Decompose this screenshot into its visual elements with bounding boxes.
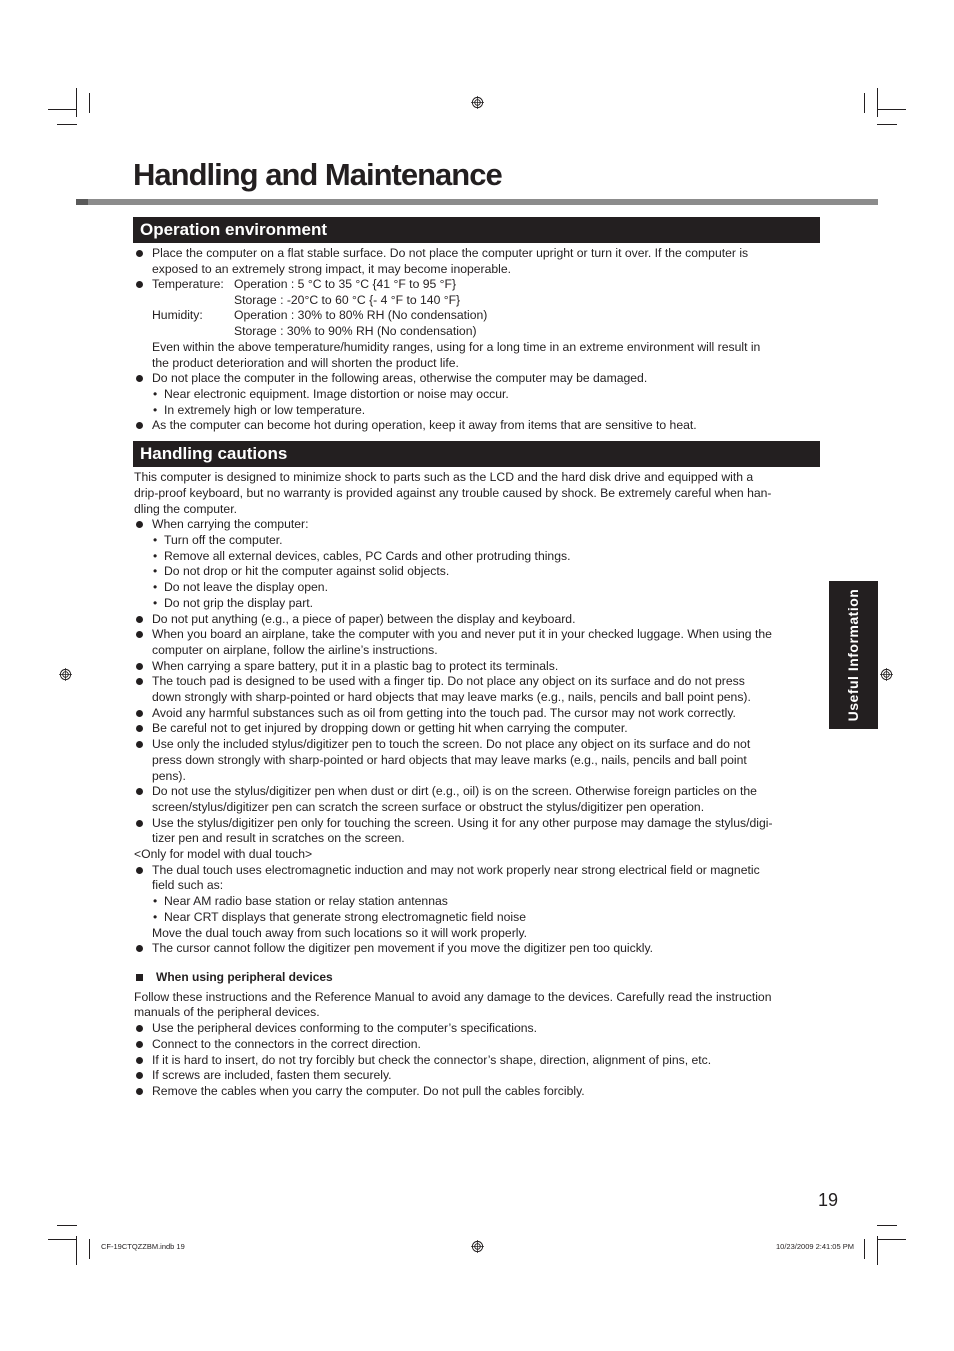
list-item: When you board an airplane, take the computer with you and never put it in your checked luggage. When using the <box>152 627 772 641</box>
registration-mark-icon <box>59 668 72 681</box>
sub-bullet-icon: • <box>153 894 158 908</box>
sub-bullet-icon: • <box>153 910 158 924</box>
list-item: press down strongly with sharp-pointed or hard objects that may leave marks (e.g., nails, pencils and ball point <box>152 753 747 767</box>
list-item: When carrying the computer: <box>152 517 309 531</box>
intro-text: Follow these instructions and the Reference Manual to avoid any damage to the devices. Carefully read the instruction <box>134 990 772 1004</box>
list-item: Do not use the stylus/digitizer pen when dust or dirt (e.g., oil) is on the screen. Otherwise foreign particles on the <box>152 784 757 798</box>
list-item: Move the dual touch away from such locations so it will work properly. <box>152 926 528 940</box>
intro-text: drip-proof keyboard, but no warranty is provided against any trouble caused by shock. Be extremely careful when han- <box>134 486 772 500</box>
sub-list-item: Near CRT displays that generate strong electromagnetic field noise <box>164 910 526 924</box>
list-item: Be careful not to get injured by dropping down or getting hit when carrying the computer. <box>152 721 628 735</box>
bullet-icon <box>136 663 143 670</box>
list-item: The dual touch uses electromagnetic induction and may not work properly near strong electrical field or magnetic <box>152 863 760 877</box>
sub-list-item: Turn off the computer. <box>164 533 283 547</box>
bullet-icon <box>136 1072 143 1079</box>
bullet-icon <box>136 1088 143 1095</box>
registration-mark-icon <box>880 668 893 681</box>
subsection-heading-peripheral: When using peripheral devices <box>156 970 333 984</box>
list-item: Avoid any harmful substances such as oil from getting into the touch pad. The cursor may not work correctly. <box>152 706 736 720</box>
intro-text: dling the computer. <box>134 502 237 516</box>
section-heading-operation: Operation environment <box>133 217 820 243</box>
note-text: Even within the above temperature/humidity ranges, using for a long time in an extreme environment will result in <box>152 340 761 354</box>
list-item: down strongly with sharp-pointed or hard objects that may leave marks (e.g., nails, pencils and ball point pens). <box>152 690 751 704</box>
bullet-icon <box>136 631 143 638</box>
list-item: If it is hard to insert, do not try forcibly but check the connector’s shape, direction, alignment of pins, etc. <box>152 1053 712 1067</box>
list-item: Place the computer on a flat stable surface. Do not place the computer upright or turn it over. If the computer is <box>152 246 749 260</box>
list-item: Do not place the computer in the following areas, otherwise the computer may be damaged. <box>152 371 648 385</box>
bullet-icon <box>136 1057 143 1064</box>
list-item: Connect to the connectors in the correct direction. <box>152 1037 421 1051</box>
bullet-icon <box>136 521 143 528</box>
bullet-icon <box>136 820 143 827</box>
list-item: Remove the cables when you carry the computer. Do not pull the cables forcibly. <box>152 1084 585 1098</box>
bullet-icon <box>136 788 143 795</box>
registration-mark-icon <box>471 96 484 109</box>
bullet-icon <box>136 678 143 685</box>
note-text: the product deterioration and will shorten the product life. <box>152 356 459 370</box>
bullet-icon <box>136 867 143 874</box>
sub-list-item: In extremely high or low temperature. <box>164 403 366 417</box>
list-item: computer on airplane, follow the airline’s instructions. <box>152 643 438 657</box>
side-tab <box>829 581 878 729</box>
list-item: Use the stylus/digitizer pen only for touching the screen. Using it for any other purpose may damage the stylus/digi- <box>152 816 773 830</box>
sub-list-item: Remove all external devices, cables, PC Cards and other protruding things. <box>164 549 571 563</box>
sub-bullet-icon: • <box>153 564 158 578</box>
sub-bullet-icon: • <box>153 387 158 401</box>
list-item: The touch pad is designed to be used with a finger tip. Do not place any object on its surface and do not press <box>152 674 745 688</box>
intro-text: manuals of the peripheral devices. <box>134 1005 320 1019</box>
list-item: pens). <box>152 769 186 783</box>
humidity-operation: Operation : 30% to 80% RH (No condensation) <box>234 308 488 322</box>
bullet-icon <box>136 725 143 732</box>
page-title: Handling and Maintenance <box>133 157 502 192</box>
sub-bullet-icon: • <box>153 596 158 610</box>
list-item: When carrying a spare battery, put it in a plastic bag to protect its terminals. <box>152 659 559 673</box>
bullet-icon <box>136 710 143 717</box>
bullet-icon <box>136 1041 143 1048</box>
square-bullet-icon <box>136 974 143 981</box>
sub-list-item: Do not leave the display open. <box>164 580 328 594</box>
bullet-icon <box>136 250 143 257</box>
sub-list-item: Do not grip the display part. <box>164 596 314 610</box>
list-item: Use the peripheral devices conforming to the computer’s specifications. <box>152 1021 538 1035</box>
title-rule-accent <box>76 199 88 205</box>
sub-bullet-icon: • <box>153 549 158 563</box>
list-item: exposed to an extremely strong impact, it may become inoperable. <box>152 262 512 276</box>
list-item: Do not put anything (e.g., a piece of paper) between the display and keyboard. <box>152 612 576 626</box>
sub-list-item: Near AM radio base station or relay station antennas <box>164 894 448 908</box>
registration-mark-icon <box>471 1240 484 1253</box>
dual-touch-note: <Only for model with dual touch> <box>134 847 313 861</box>
temperature-label: Temperature: <box>152 277 224 291</box>
bullet-icon <box>136 616 143 623</box>
list-item: tizer pen and result in scratches on the screen. <box>152 831 405 845</box>
temperature-storage: Storage : -20°C to 60 °C {- 4 °F to 140 °F} <box>234 293 461 307</box>
sub-bullet-icon: • <box>153 403 158 417</box>
bullet-icon <box>136 281 143 288</box>
title-rule <box>76 199 878 205</box>
list-item: field such as: <box>152 878 224 892</box>
humidity-storage: Storage : 30% to 90% RH (No condensation) <box>234 324 477 338</box>
humidity-label: Humidity: <box>152 308 203 322</box>
list-item: If screws are included, fasten them securely. <box>152 1068 392 1082</box>
section-heading-handling: Handling cautions <box>133 441 820 467</box>
bullet-icon <box>136 422 143 429</box>
bullet-icon <box>136 741 143 748</box>
bullet-icon <box>136 1025 143 1032</box>
footer-file-info: CF-19CTQZZBM.indb 19 <box>101 1242 185 1251</box>
page-number: 19 <box>818 1190 839 1210</box>
list-item: Use only the included stylus/digitizer pen to touch the screen. Do not place any object on its surface and do not <box>152 737 751 751</box>
list-item: As the computer can become hot during operation, keep it away from items that are sensitive to heat. <box>152 418 697 432</box>
sub-bullet-icon: • <box>153 580 158 594</box>
side-tab-label: Useful Information <box>845 588 861 722</box>
footer-timestamp: 10/23/2009 2:41:05 PM <box>776 1242 854 1251</box>
sub-list-item: Do not drop or hit the computer against solid objects. <box>164 564 450 578</box>
bullet-icon <box>136 945 143 952</box>
sub-list-item: Near electronic equipment. Image distortion or noise may occur. <box>164 387 509 401</box>
bullet-icon <box>136 375 143 382</box>
list-item: The cursor cannot follow the digitizer pen movement if you move the digitizer pen too quickly. <box>152 941 654 955</box>
temperature-operation: Operation : 5 °C to 35 °C {41 °F to 95 °F} <box>234 277 457 291</box>
list-item: screen/stylus/digitizer pen can scratch the screen surface or obstruct the stylus/digitizer pen operation. <box>152 800 705 814</box>
intro-text: This computer is designed to minimize shock to parts such as the LCD and the hard disk drive and equipped with a <box>134 470 754 484</box>
sub-bullet-icon: • <box>153 533 158 547</box>
